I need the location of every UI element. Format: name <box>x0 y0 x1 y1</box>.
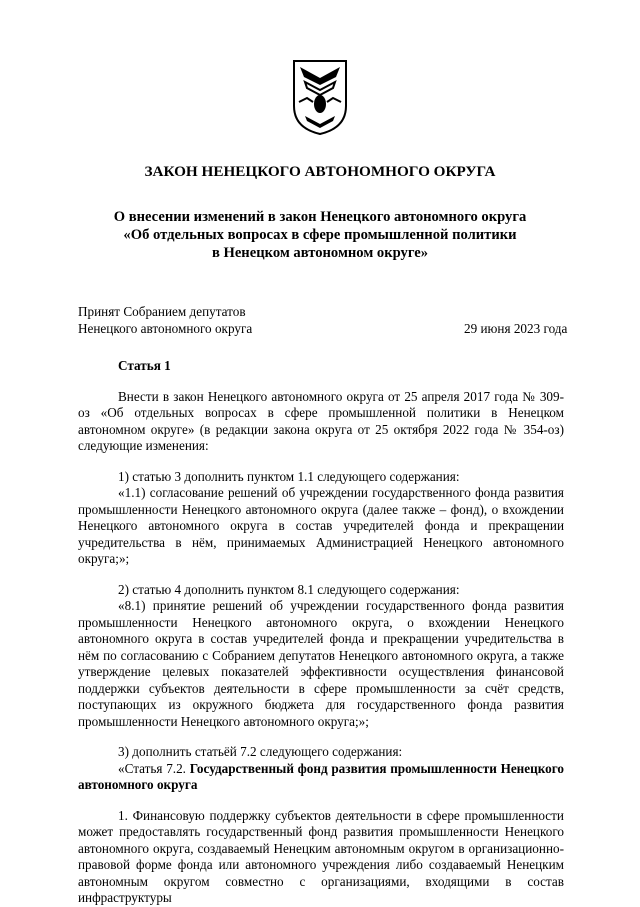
subtitle-line: О внесении изменений в закон Ненецкого автономного округа <box>113 209 527 225</box>
paragraph: «8.1) принятие решений об учреждении государственного фонда развития промышленности Ненецкого автономного округа, о вхождении Ненецкого автономного округа в состав учредителей фонда и прекращении учредительства в нём по согласованию с Собранием депутатов Ненецкого автономного округа, а также утверждение целевых показателей эффективности осуществления финансовой поддержки субъектов деятельности в сфере промышленности за счёт средств, поступающих из окружного бюджета для государственного фонда развития промышленности Ненецкого автономного округа;»; <box>78 598 564 729</box>
adopted-by <box>78 303 252 337</box>
adopted-line: Ненецкого автономного округа <box>78 321 253 336</box>
paragraph: «1.1) согласование решений об учреждении государственного фонда развития промышленности Ненецкого автономного округа (далее также – фонд), о вхождении Ненецкого автономного округа в состав учредителей фонда и прекращении учредительства в нём, принимаемых Администрацией Ненецкого автономного округа;»; <box>78 485 564 566</box>
article-title: Статья 1 <box>118 358 171 373</box>
paragraph: 1) статью 3 дополнить пунктом 1.1 следующего содержания: <box>118 468 460 484</box>
subtitle-line: в Ненецком автономном округе» <box>211 245 429 261</box>
document-body <box>78 358 564 907</box>
paragraph: 2) статью 4 дополнить пунктом 8.1 следующего содержания: <box>118 581 460 597</box>
adoption-date: 29 июня 2023 года <box>464 321 568 336</box>
paragraph: 3) дополнить статьёй 7.2 следующего содержания: <box>118 744 403 759</box>
adopted-line: Принят Собранием депутатов <box>78 304 246 319</box>
article-7-2-prefix: «Статья 7.2. <box>118 760 186 776</box>
paragraph: 1. Финансовую поддержку субъектов деятельности в сфере промышленности может предоставлять государственный фонд развития промышленности Ненецкого автономного округа, создаваемый Ненецким автономным округом в организационно-правовой форме фонда или автономного учреждения либо создаваемый Ненецким автономным округом совместно с организациями, входящими в состав инфраструктуры <box>78 807 564 905</box>
document-title: ЗАКОН НЕНЕЦКОГО АВТОНОМНОГО ОКРУГА <box>144 163 496 180</box>
coat-of-arms-icon <box>291 58 349 136</box>
subtitle-line: «Об отдельных вопросах в сфере промышленной политики <box>123 227 517 243</box>
paragraph: Внести в закон Ненецкого автономного округа от 25 апреля 2017 года № 309-оз «Об отдельных вопросах в сфере промышленной политики в Ненецком автономном округе» (в редакции закона округа от 25 октября 2022 года № 354-оз) следующие изменения: <box>78 388 564 453</box>
document-subtitle <box>60 208 580 262</box>
article-7-2-title: Государственный фонд развития промышленности Ненецкого автономного округа <box>78 760 564 792</box>
article-7-2-heading <box>78 761 564 794</box>
